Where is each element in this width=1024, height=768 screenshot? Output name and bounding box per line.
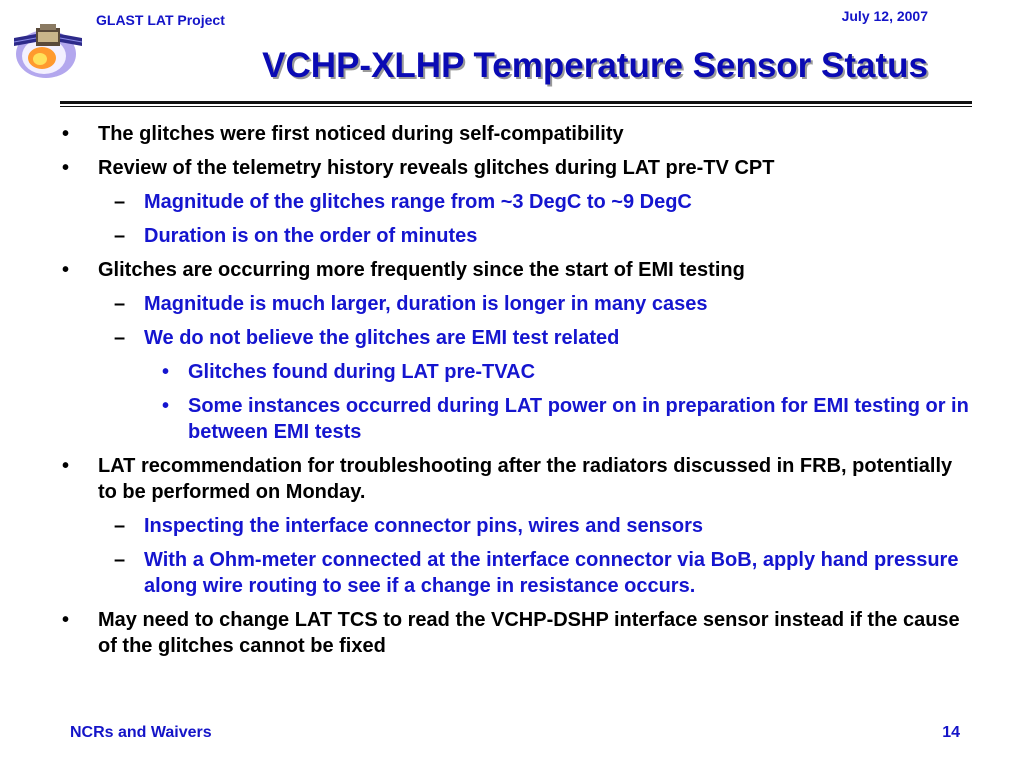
sub-bullet-text: Magnitude is much larger, duration is longer in many cases: [144, 293, 708, 315]
presentation-date: July 12, 2007: [841, 8, 928, 24]
sub-bullet-item: [56, 547, 976, 599]
sub-bullet-text: Inspecting the interface connector pins, wires and sensors: [144, 515, 704, 537]
bullet-item: [56, 257, 976, 283]
bullet-marker: •: [62, 609, 70, 631]
sub-bullet-item: [56, 189, 976, 215]
bullet-marker: •: [62, 455, 70, 477]
bullet-text: The glitches were first noticed during self-compatibility: [98, 123, 624, 145]
dash-marker: –: [114, 549, 126, 571]
bullet-item: [56, 155, 976, 181]
sub-bullet-text: With a Ohm-meter connected at the interface connector via BoB, apply hand pressure along wire routing to see if a change in resistance occurs.: [144, 549, 959, 597]
bullet-marker: •: [62, 123, 70, 145]
bullet-text: Review of the telemetry history reveals glitches during LAT pre-TV CPT: [98, 157, 775, 179]
dash-marker: –: [114, 293, 126, 315]
dash-marker: –: [114, 225, 126, 247]
bullet-item: [56, 121, 976, 147]
sub-sub-bullet-item: [56, 359, 976, 385]
sub-bullet-text: Duration is on the order of minutes: [144, 225, 478, 247]
sub-bullet-text: We do not believe the glitches are EMI test related: [144, 327, 620, 349]
bullet-marker: •: [162, 361, 170, 383]
bullet-item: [56, 607, 976, 659]
bullet-text: Glitches are occurring more frequently since the start of EMI testing: [98, 259, 745, 281]
bullet-item: [56, 453, 976, 505]
dash-marker: –: [114, 191, 126, 213]
footer-section-name: NCRs and Waivers: [70, 724, 212, 741]
bullet-marker: •: [62, 259, 70, 281]
sub-sub-bullet-item: [56, 393, 976, 445]
bullet-text: May need to change LAT TCS to read the VCHP-DSHP interface sensor instead if the cause of the glitches cannot be fixed: [98, 609, 960, 657]
page-number: 14: [942, 724, 960, 741]
sub-bullet-item: [56, 325, 976, 351]
bullet-marker: •: [62, 157, 70, 179]
bullet-text: LAT recommendation for troubleshooting after the radiators discussed in FRB, potentially to be performed on Monday.: [98, 455, 953, 503]
sub-bullet-item: [56, 223, 976, 249]
title-divider-thin: [60, 106, 972, 107]
sub-bullet-item: [56, 291, 976, 317]
sub-bullet-text: Magnitude of the glitches range from ~3 DegC to ~9 DegC: [144, 191, 692, 213]
project-name: GLAST LAT Project: [96, 12, 225, 28]
dash-marker: –: [114, 515, 126, 537]
bullet-marker: •: [162, 395, 170, 417]
sub-bullet-item: [56, 513, 976, 539]
sub-sub-bullet-text: Some instances occurred during LAT power on in preparation for EMI testing or in between EMI tests: [188, 395, 969, 443]
title-divider-thick: [60, 101, 972, 104]
sub-sub-bullet-text: Glitches found during LAT pre-TVAC: [188, 361, 536, 383]
dash-marker: –: [114, 327, 126, 349]
bullet-list: [56, 121, 976, 667]
slide-title: VCHP-XLHP Temperature Sensor Status: [262, 46, 928, 85]
